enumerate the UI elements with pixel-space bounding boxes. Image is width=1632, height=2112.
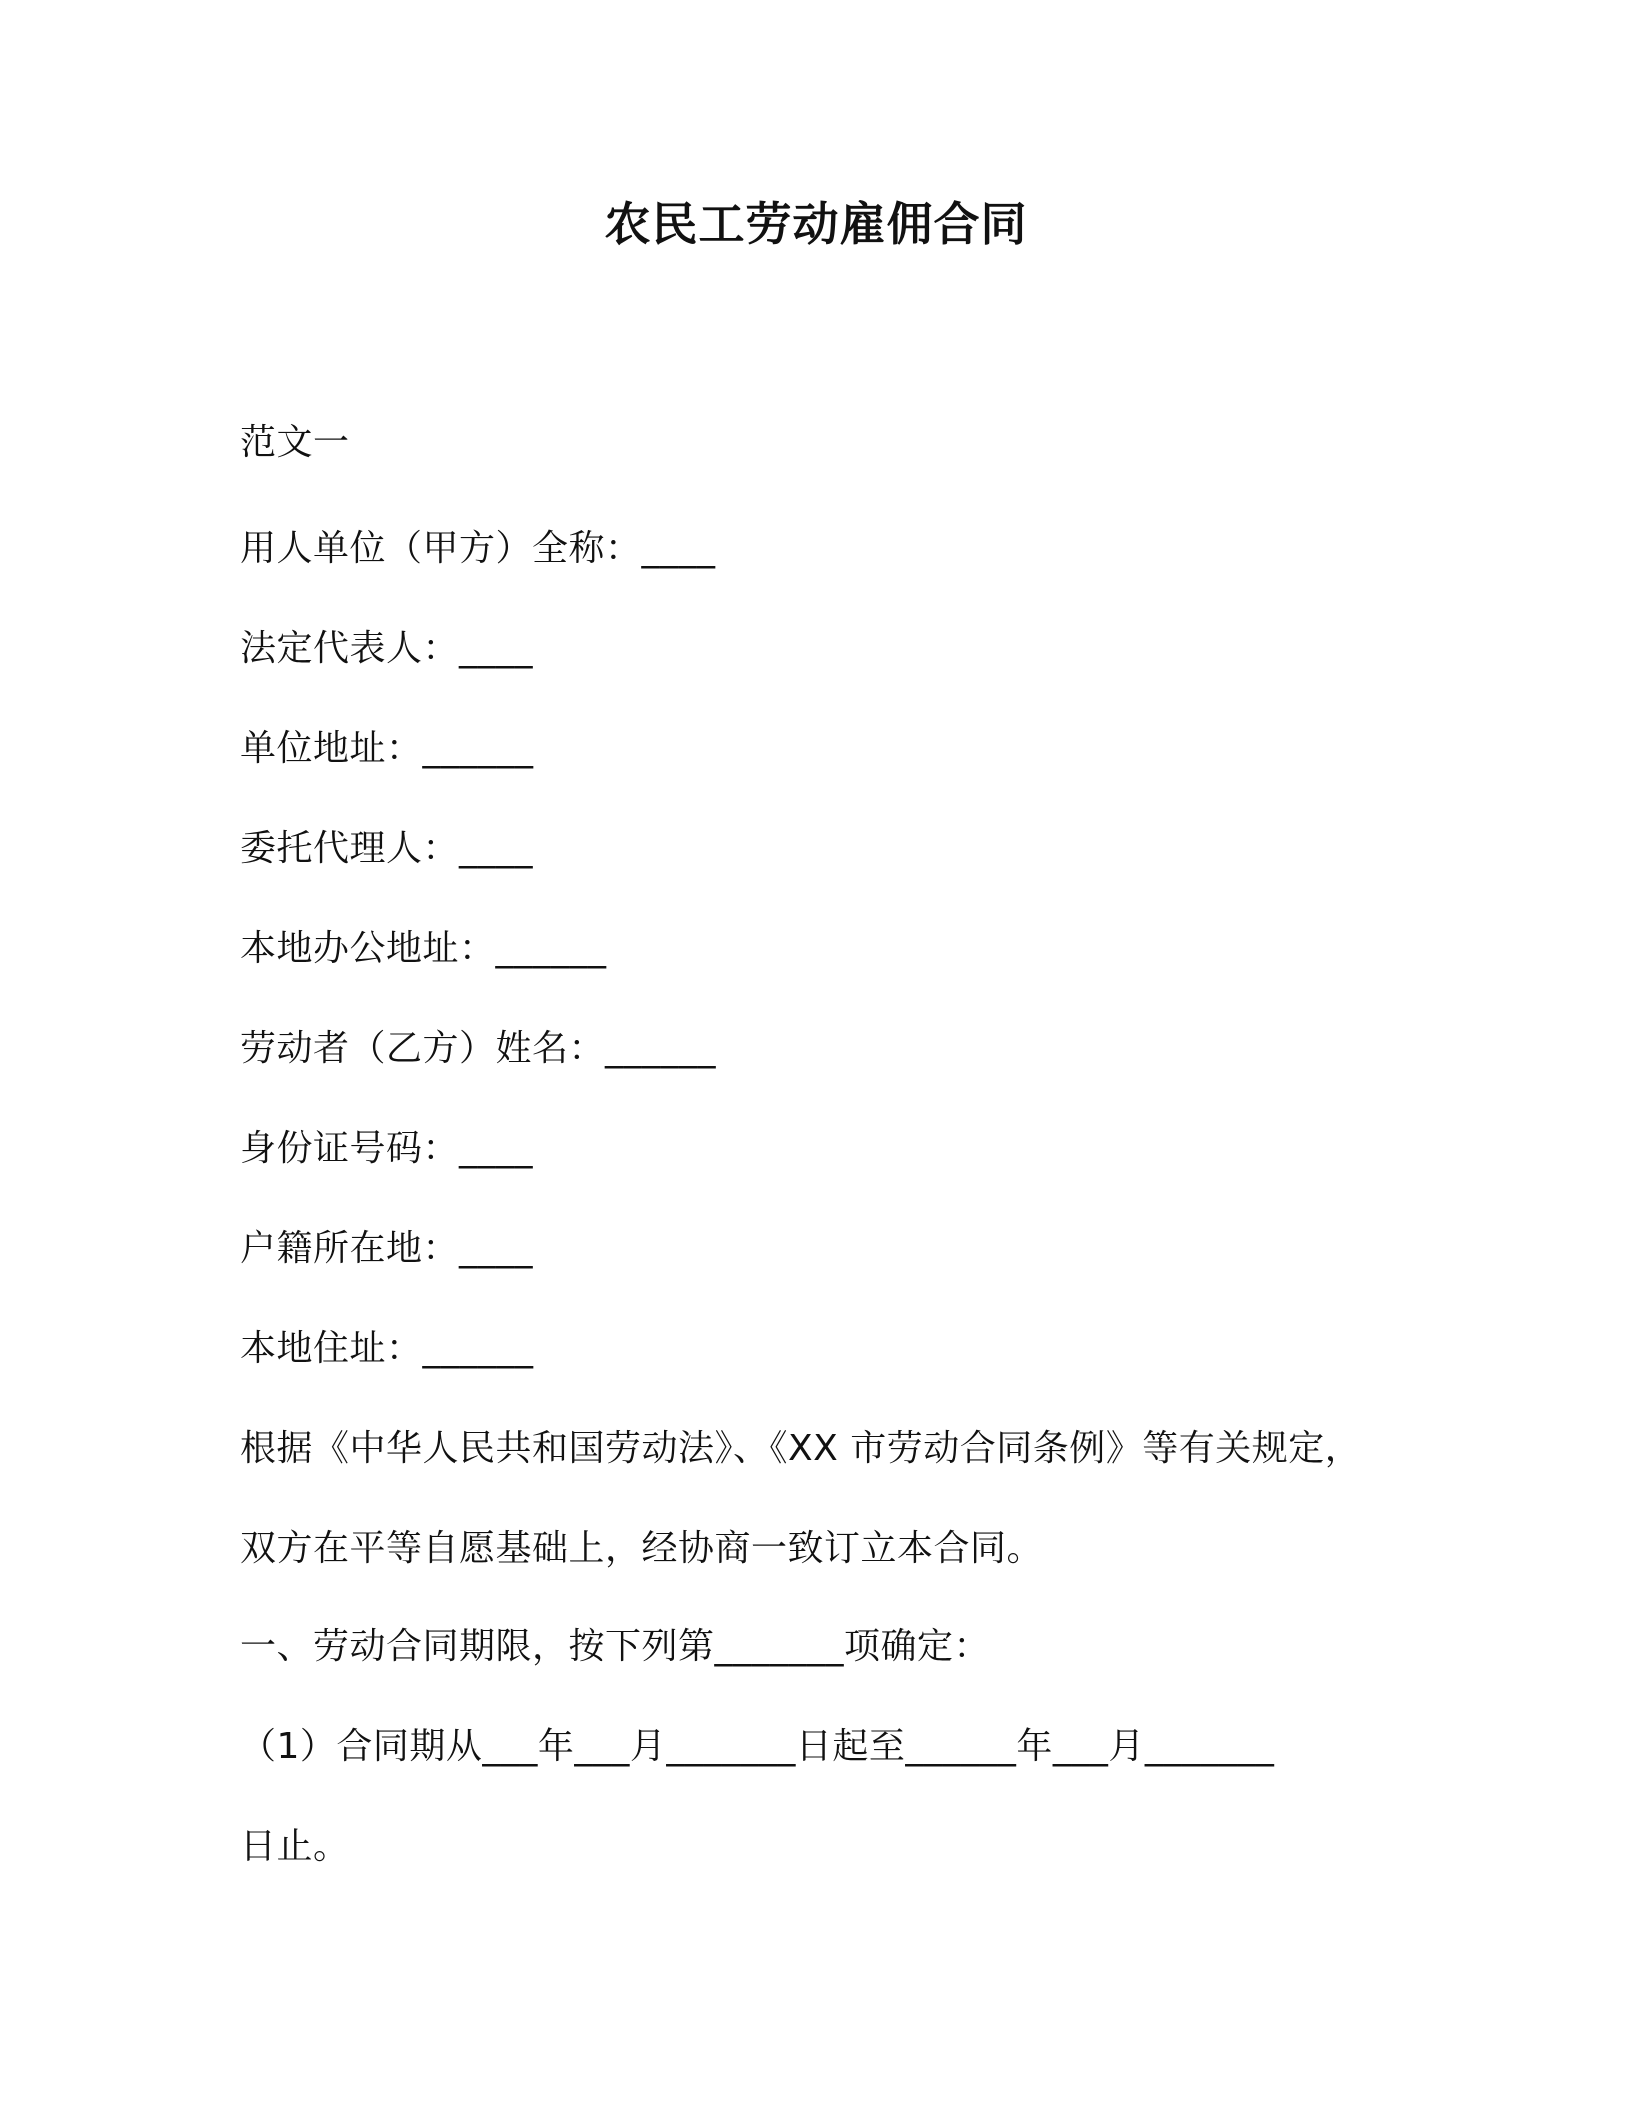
authorized-agent-line: 委托代理人：____	[240, 828, 534, 869]
legal-basis-line: 根据《中华人民共和国劳动法》、《XX 市劳动合同条例》等有关规定，	[240, 1428, 1362, 1469]
agreement-line: 双方在平等自愿基础上，经协商一致订立本合同。	[240, 1528, 1044, 1569]
id-number-line: 身份证号码：____	[240, 1128, 534, 1169]
document-title: 农民工劳动雇佣合同	[604, 197, 1028, 251]
local-residence-line: 本地住址：______	[240, 1328, 534, 1369]
contract-term-clause-end: 日止。	[240, 1826, 350, 1867]
legal-representative-line: 法定代表人：____	[240, 628, 534, 669]
employer-address-line: 单位地址：______	[240, 728, 534, 769]
worker-name-line: 劳动者（乙方）姓名：______	[240, 1028, 717, 1069]
contract-term-clause: （1）合同期从___年___月_______日起至______年___月_______	[240, 1726, 1275, 1767]
employer-name-line: 用人单位（甲方）全称：____	[240, 528, 716, 569]
household-registration-line: 户籍所在地：____	[240, 1228, 534, 1269]
contract-term-heading: 一、劳动合同期限，按下列第_______项确定：	[240, 1626, 991, 1667]
local-office-address-line: 本地办公地址：______	[240, 928, 607, 969]
section-label: 范文一	[240, 422, 350, 463]
